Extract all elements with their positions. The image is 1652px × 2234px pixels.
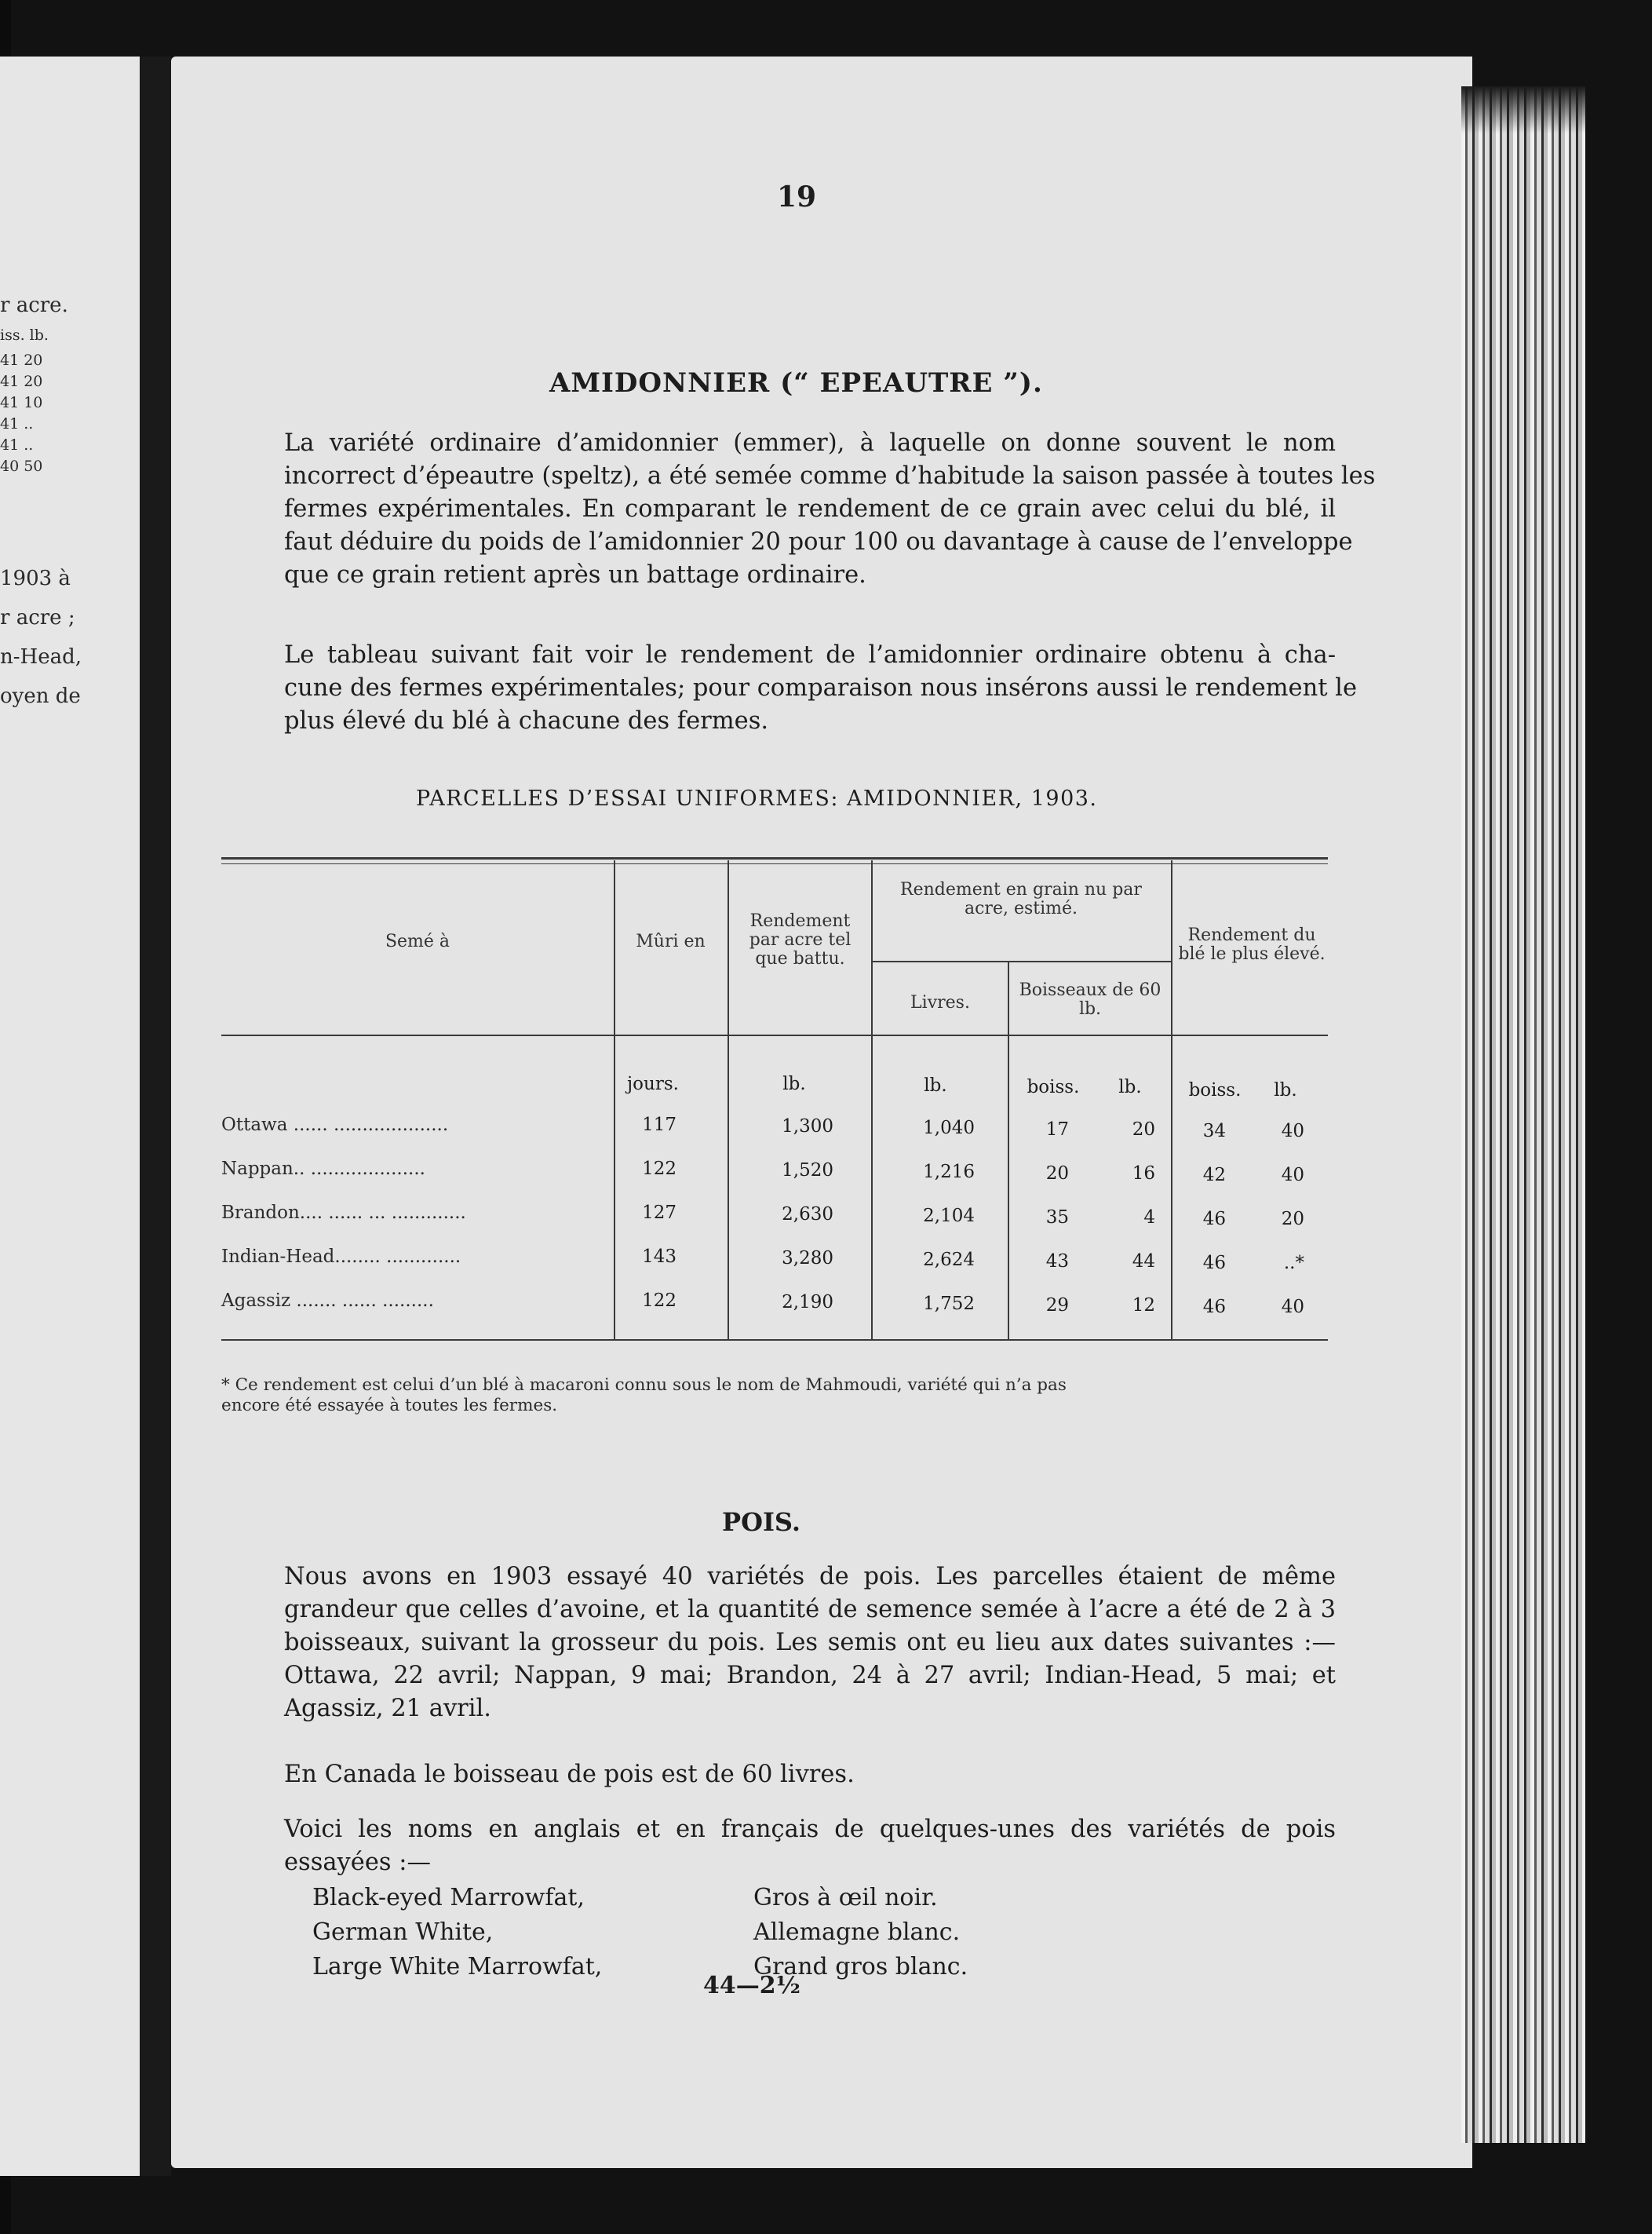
cell-battu: 2,630 <box>782 1204 833 1225</box>
text-line: Voici les noms en anglais et en français de quelques-unes des variétés de pois <box>284 1816 1336 1843</box>
cell-boiss: 20 <box>1045 1163 1069 1184</box>
text-line: boisseaux, suivant la grosseur du pois. Les semis ont eu lieu aux dates suivantes :— <box>284 1629 1336 1656</box>
table-vline <box>1171 860 1172 1339</box>
footnote-line: encore été essayée à toutes les fermes. <box>221 1396 558 1415</box>
left-text-fragment: 41 10 <box>0 394 43 411</box>
header-rendement: Rendement par acre tel que battu. <box>749 911 852 969</box>
row-place: Agassiz ....... ...... ......... <box>221 1290 434 1311</box>
table-top-rule <box>221 857 1328 860</box>
table-caption: PARCELLES D’ESSAI UNIFORMES: AMIDONNIER, 1903. <box>416 787 1098 811</box>
signature-mark: 44—2½ <box>703 1972 800 1999</box>
table-sub-rule <box>873 961 1171 962</box>
text-line: Nous avons en 1903 essayé 40 variétés de pois. Les parcelles étaient de même <box>284 1563 1336 1590</box>
cell-jours: 122 <box>642 1290 676 1311</box>
text-line: incorrect d’épeautre (speltz), a été semée comme d’habitude la saison passée à toutes les <box>284 462 1376 490</box>
unit-label: lb. <box>924 1075 947 1096</box>
cell-boiss: 43 <box>1045 1251 1069 1272</box>
left-text-fragment: n-Head, <box>0 645 82 669</box>
table-vline <box>1008 962 1009 1339</box>
text-line: fermes expérimentales. En comparant le rendement de ce grain avec celui du blé, il <box>284 495 1336 523</box>
text-line: En Canada le boisseau de pois est de 60 livres. <box>284 1761 855 1788</box>
cell-lb: 44 <box>1132 1251 1155 1272</box>
unit-label: lb. <box>782 1074 806 1094</box>
table-top-rule <box>221 863 1328 864</box>
cell-ble-boiss: 46 <box>1202 1297 1226 1317</box>
page-edges <box>1461 86 1585 2143</box>
cell-lb: 4 <box>1143 1207 1155 1228</box>
cell-boiss: 29 <box>1045 1295 1069 1316</box>
cell-livres: 1,752 <box>923 1294 975 1314</box>
text-line: Le tableau suivant fait voir le rendement de l’amidonnier ordinaire obtenu à cha- <box>284 641 1336 669</box>
left-text-fragment: r acre ; <box>0 606 75 630</box>
table-bottom-rule <box>221 1339 1328 1341</box>
cell-ble-lb: 40 <box>1281 1297 1304 1317</box>
paragraph-boisseau <box>284 1758 1336 1791</box>
cell-jours: 143 <box>642 1247 676 1267</box>
paragraph-intro <box>284 427 1376 592</box>
left-text-fragment: 41 20 <box>0 373 43 390</box>
cell-ble-boiss: 34 <box>1202 1121 1226 1141</box>
cell-livres: 1,040 <box>923 1118 975 1138</box>
variety-en: German White, <box>312 1918 494 1946</box>
header-ble: Rendement du blé le plus élevé. <box>1178 925 1326 964</box>
text-line: La variété ordinaire d’amidonnier (emmer), à laquelle on donne souvent le nom <box>284 429 1336 457</box>
table-vline <box>871 860 873 1339</box>
book-gutter <box>140 57 171 2176</box>
header-seme: Semé à <box>385 932 450 951</box>
left-text-fragment: 41 20 <box>0 352 43 369</box>
variety-en: Large White Marrowfat, <box>312 1953 603 1980</box>
table-footnote <box>221 1375 1328 1416</box>
variety-en: Black-eyed Marrowfat, <box>312 1884 585 1911</box>
cell-battu: 1,300 <box>782 1116 833 1137</box>
text-line: que ce grain retient après un battage ordinaire. <box>284 561 866 589</box>
cell-battu: 1,520 <box>782 1160 833 1181</box>
cell-lb: 16 <box>1132 1163 1155 1184</box>
cell-ble-lb: 40 <box>1281 1121 1304 1141</box>
row-place: Nappan.. .................... <box>221 1159 425 1179</box>
page-number: 19 <box>777 181 817 214</box>
cell-jours: 127 <box>642 1203 676 1223</box>
cell-battu: 2,190 <box>782 1292 833 1312</box>
variety-fr: Grand gros blanc. <box>753 1953 968 1980</box>
left-text-fragment: r acre. <box>0 294 68 317</box>
table-vline <box>728 860 729 1339</box>
header-estime: Rendement en grain nu par acre, estimé. <box>900 880 1142 918</box>
row-place: Brandon.... ...... ... ............. <box>221 1203 466 1223</box>
unit-label: jours. <box>627 1074 679 1094</box>
variety-fr: Allemagne blanc. <box>753 1918 961 1946</box>
unit-label: lb. <box>1274 1080 1297 1101</box>
paragraph-pois <box>284 1561 1336 1725</box>
cell-boiss: 17 <box>1045 1119 1069 1140</box>
left-text-fragment: 41 .. <box>0 415 34 433</box>
unit-label: lb. <box>1118 1077 1142 1097</box>
cell-lb: 12 <box>1132 1295 1155 1316</box>
section-title-pois: POIS. <box>722 1507 801 1537</box>
paragraph-table-intro <box>284 639 1357 738</box>
text-line: faut déduire du poids de l’amidonnier 20 pour 100 ou davantage à cause de l’enveloppe <box>284 528 1353 556</box>
section-title: AMIDONNIER (“ EPEAUTRE ”). <box>549 367 1043 399</box>
row-place: Indian-Head........ ............. <box>221 1247 461 1267</box>
table-header-rule <box>221 1035 1328 1036</box>
cell-ble-boiss: 42 <box>1202 1165 1226 1185</box>
header-livres: Livres. <box>910 993 970 1013</box>
left-text-fragment: 40 50 <box>0 458 43 475</box>
cell-battu: 3,280 <box>782 1248 833 1268</box>
header-muri: Mûri en <box>636 932 706 951</box>
unit-label: boiss. <box>1188 1080 1242 1101</box>
text-line: cune des fermes expérimentales; pour comparaison nous insérons aussi le rendement le <box>284 674 1357 702</box>
unit-label: boiss. <box>1027 1077 1080 1097</box>
header-boisseaux: Boisseaux de 60 lb. <box>1019 980 1162 1019</box>
cell-jours: 117 <box>642 1115 676 1135</box>
cell-jours: 122 <box>642 1159 676 1179</box>
cell-ble-boiss: 46 <box>1202 1253 1226 1273</box>
footnote-line: * Ce rendement est celui d’un blé à macaroni connu sous le nom de Mahmoudi, variété qui n’a pas <box>221 1375 1067 1395</box>
left-text-fragment: 41 .. <box>0 436 34 454</box>
cell-lb: 20 <box>1132 1119 1155 1140</box>
cell-ble-lb: ..* <box>1283 1253 1304 1273</box>
left-text-fragment: oyen de <box>0 684 81 708</box>
text-line: Ottawa, 22 avril; Nappan, 9 mai; Brandon, 24 à 27 avril; Indian-Head, 5 mai; et <box>284 1662 1336 1689</box>
left-text-fragment: 1903 à <box>0 567 71 590</box>
cell-livres: 2,104 <box>923 1206 975 1226</box>
left-text-fragment: iss. lb. <box>0 327 49 344</box>
left-page-fragment <box>0 57 140 2176</box>
text-line: grandeur que celles d’avoine, et la quantité de semence semée à l’acre a été de 2 à 3 <box>284 1596 1336 1623</box>
text-line: essayées :— <box>284 1849 431 1876</box>
cell-ble-lb: 40 <box>1281 1165 1304 1185</box>
cell-ble-boiss: 46 <box>1202 1209 1226 1229</box>
yield-table <box>221 840 1328 1358</box>
text-line: plus élevé du blé à chacune des fermes. <box>284 707 769 735</box>
paragraph-varietes <box>284 1813 1336 1879</box>
cell-livres: 1,216 <box>923 1162 975 1182</box>
text-line: Agassiz, 21 avril. <box>284 1695 491 1722</box>
row-place: Ottawa ...... .................... <box>221 1115 449 1135</box>
cell-livres: 2,624 <box>923 1250 975 1270</box>
cell-ble-lb: 20 <box>1281 1209 1304 1229</box>
variety-fr: Gros à œil noir. <box>753 1884 938 1911</box>
cell-boiss: 35 <box>1045 1207 1069 1228</box>
